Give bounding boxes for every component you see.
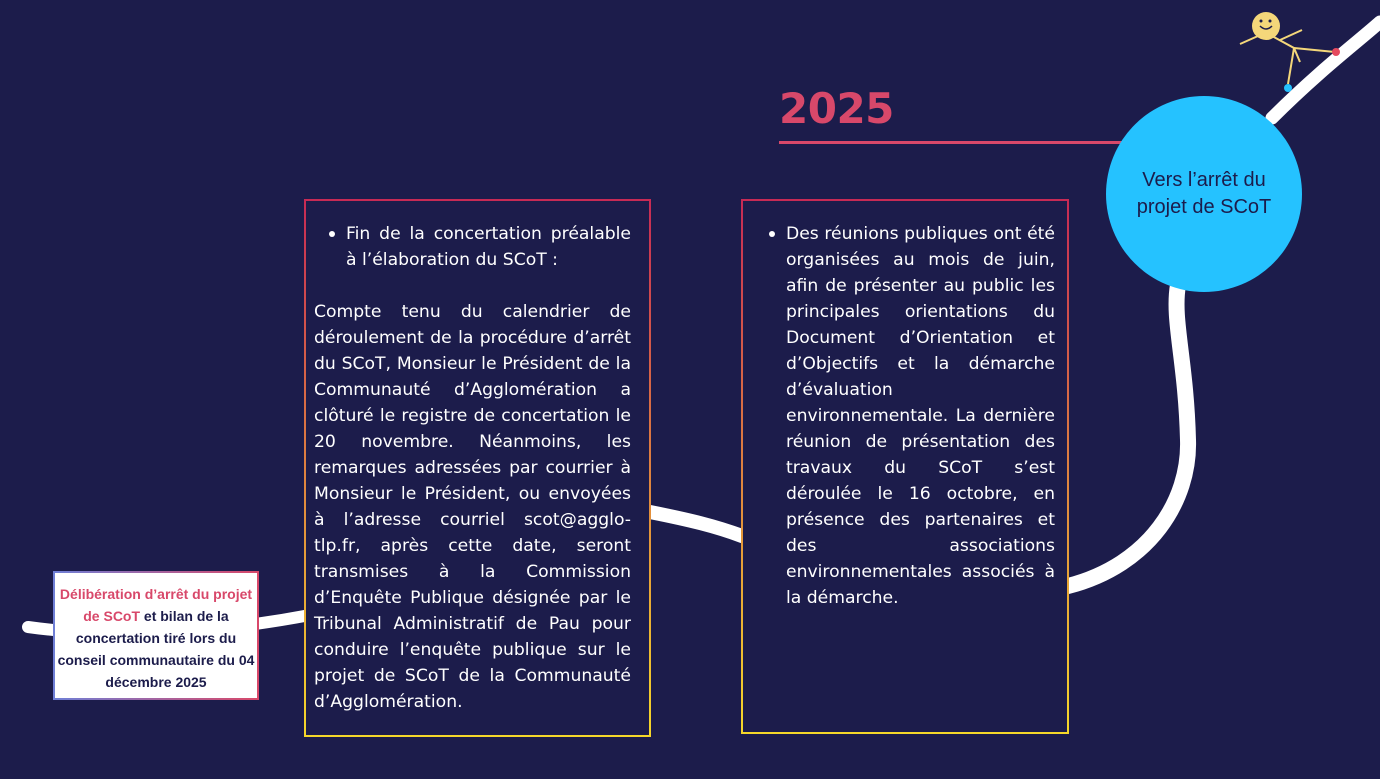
reunions-bullet: Des réunions publiques ont été organisées au mois de juin, afin de présenter au public les principales orientations du Document d’Orientation et d’Objectifs et la démarche d’évaluation environnementale. La dernière réunion de présentation des travaux du SCoT s’est déroulée le 16 octobre, en présence des partenaires et des associations environnementales associés à la démarche.	[754, 221, 1055, 611]
concertation-paragraph: Compte tenu du calendrier de déroulement de la procédure d’arrêt du SCoT, Monsieur le Président de la Communauté d’Agglomération a clôturé le registre de concertation le 20 novembre. Néanmoins, les remarques adressées par courrier à Monsieur le Président, ou envoyées à l’adresse courriel scot@agglo-tlp.fr, après cette date, seront transmises à la Commission d’Enquête Publique désignée par le Tribunal Administratif de Pau pour conduire l’enquête publique sur le projet de SCoT de la Communauté d’Agglomération.	[314, 302, 631, 712]
year-underline	[779, 141, 1124, 144]
concertation-bullet: Fin de la concertation préalable à l’élaboration du SCoT :	[314, 221, 631, 273]
deliberation-highlight: Délibération d’arrêt du projet de SCoT	[59, 586, 253, 624]
stick-figure-icon	[1240, 12, 1340, 92]
concertation-box	[304, 199, 651, 737]
milestone-label: Vers l’arrêt du projet de SCoT	[1136, 169, 1272, 218]
deliberation-card	[53, 571, 259, 700]
reunions-box	[741, 199, 1069, 734]
deliberation-text: et bilan de la concertation tiré lors du conseil communautaire du 04 décembre 2025	[57, 608, 255, 690]
year-title: 2025	[779, 84, 894, 133]
milestone-circle	[1106, 96, 1302, 292]
